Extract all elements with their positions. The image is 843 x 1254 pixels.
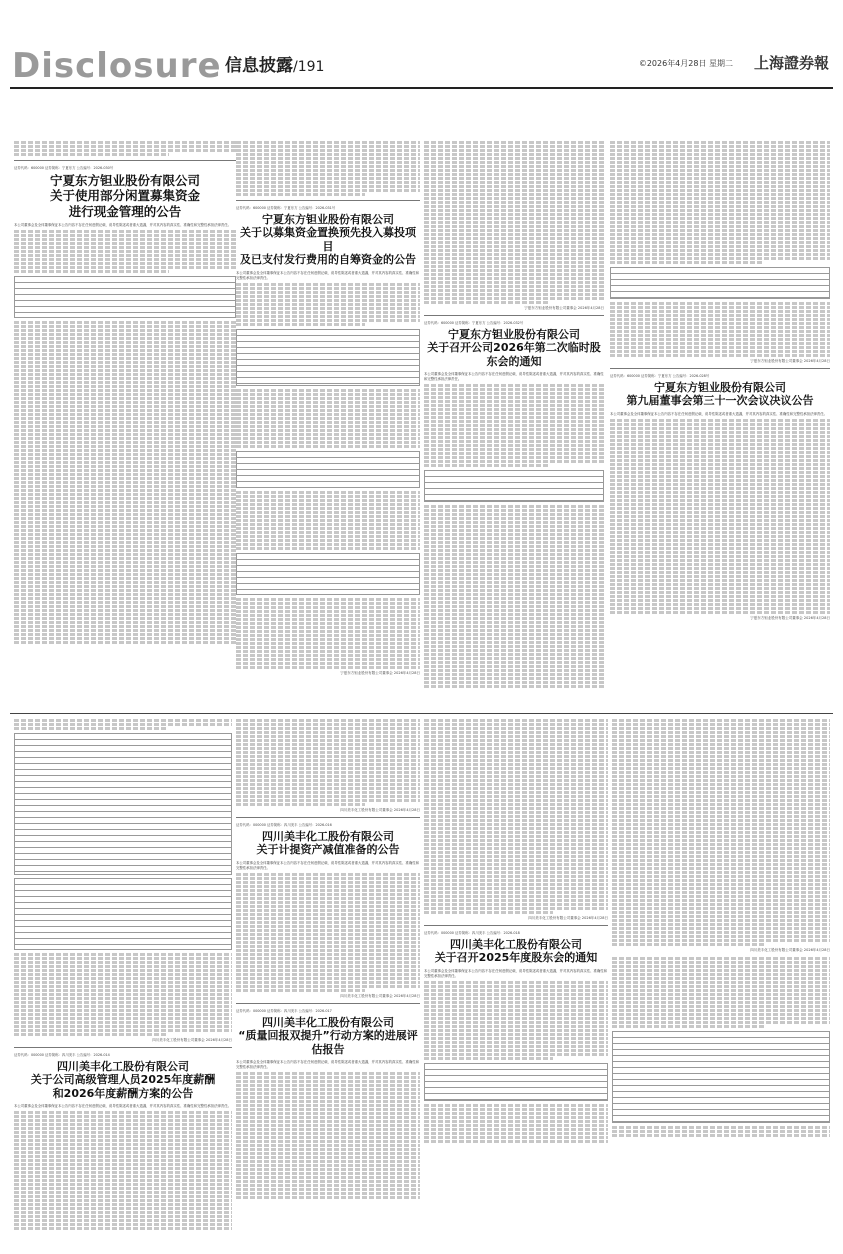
data-table — [14, 276, 236, 318]
notice-title: 宁夏东方钽业股份有限公司 第九届董事会第三十一次会议决议公告 — [626, 381, 814, 408]
notice-title: 四川美丰化工股份有限公司 关于计提资产减值准备的公告 — [256, 830, 400, 857]
notice-declaration: 本公司董事会及全体董事保证本公告内容不存在任何虚假记载、误导性陈述或者重大遗漏，并对其内容的真实性、准确性和完整性承担法律责任。 — [610, 411, 827, 416]
data-table — [236, 451, 420, 488]
notice-title: 宁夏东方钽业股份有限公司 关于以募集资金置换预先投入募投项目 及已支付发行费用的自筹资金的公告 — [240, 213, 416, 267]
notice-declaration: 本公司董事会及全体董事保证本公告内容不存在任何虚假记载、误导性陈述或者重大遗漏，并对其内容的真实性、准确性和完整性承担法律责任。 — [236, 270, 420, 280]
data-table — [424, 1063, 608, 1101]
column-top-4 — [610, 140, 830, 705]
section-title — [225, 51, 324, 76]
data-table — [612, 1031, 830, 1123]
column-bottom-3 — [424, 718, 608, 1248]
notice-declaration: 本公司董事会及全体董事保证本公告内容不存在任何虚假记载、误导性陈述或者重大遗漏，并对其内容的真实性、准确性和完整性承担法律责任。 — [236, 860, 420, 870]
notice-signature: 四川美丰化工股份有限公司董事会 2026年4月28日 — [750, 948, 830, 952]
notice-signature: 宁夏东方钽业股份有限公司董事会 2026年4月28日 — [750, 615, 830, 620]
data-table — [424, 470, 604, 502]
notice-code: 证券代码：000000 证券简称：四川美丰 公告编号：2026-018 — [424, 931, 520, 935]
column-top-1 — [14, 140, 236, 705]
notice-title: 四川美丰化工股份有限公司 关于召开2025年度股东会的通知 — [434, 938, 598, 965]
notice-signature: 四川美丰化工股份有限公司董事会 2026年4月28日 — [340, 808, 420, 812]
data-table — [236, 329, 420, 386]
notice-declaration: 本公司董事会及全体董事保证本公告内容不存在任何虚假记载、误导性陈述或者重大遗漏，并对其内容的真实性、准确性和完整性承担法律责任。 — [14, 222, 231, 227]
data-table — [14, 733, 232, 875]
notice-code: 证券代码：600000 证券简称：宁夏东方 公告编号：2026-028号 — [610, 374, 710, 378]
notice-signature: 四川美丰化工股份有限公司董事会 2026年4月28日 — [340, 993, 420, 998]
notice-title: 宁夏东方钽业股份有限公司 关于使用部分闲置募集资金 进行现金管理的公告 — [49, 173, 200, 219]
newspaper-logo: 上海證券報 — [753, 54, 829, 72]
notice-signature: 宁夏东方钽业股份有限公司董事会 2026年4月28日 — [524, 306, 604, 310]
data-table — [14, 878, 232, 950]
notice-code: 证券代码：600000 证券简称：宁夏东方 公告编号：2026-031号 — [236, 206, 336, 210]
notice-code: 证券代码：600000 证券简称：宁夏东方 公告编号：2026-030号 — [14, 166, 114, 170]
column-bottom-1 — [14, 718, 232, 1248]
notice-declaration: 本公司董事会及全体董事保证本公告内容不存在任何虚假记载、误导性陈述或者重大遗漏，并对其内容的真实性、准确性和完整性承担法律责任。 — [424, 372, 604, 382]
masthead — [0, 0, 843, 88]
column-bottom-4 — [612, 718, 830, 1248]
masthead-rule — [10, 87, 833, 89]
notice-title: 宁夏东方钽业股份有限公司 关于召开公司2026年第二次临时股东会的通知 — [427, 328, 601, 368]
notice-declaration: 本公司董事会及全体董事保证本公告内容不存在任何虚假记载、误导性陈述或者重大遗漏，并对其内容的真实性、准确性和完整性承担法律责任。 — [424, 968, 608, 978]
notice-signature: 宁夏东方钽业股份有限公司董事会 2026年4月28日 — [340, 670, 420, 675]
page-number: /191 — [293, 59, 325, 75]
notice-signature: 四川美丰化工股份有限公司董事会 2026年4月28日 — [528, 916, 608, 920]
column-bottom-2 — [236, 718, 420, 1248]
data-table — [610, 267, 830, 299]
column-top-3 — [424, 140, 604, 705]
notice-title: 四川美丰化工股份有限公司 “质量回报双提升”行动方案的进展评估报告 — [238, 1015, 418, 1056]
notice-signature: 四川美丰化工股份有限公司董事会 2026年4月28日 — [152, 1038, 232, 1042]
page-half-divider — [10, 713, 833, 714]
notice-signature: 宁夏东方钽业股份有限公司董事会 2026年4月28日 — [750, 359, 830, 363]
notice-declaration: 本公司董事会及全体董事保证本公告内容不存在任何虚假记载、误导性陈述或者重大遗漏，并对其内容的真实性、准确性和完整性承担法律责任。 — [236, 1060, 420, 1070]
data-table — [236, 553, 420, 595]
column-top-2 — [236, 140, 420, 705]
issue-date: ©2026年4月28日 星期二 — [638, 59, 733, 68]
notice-code: 证券代码：600000 证券简称：宁夏东方 公告编号：2026-032号 — [424, 321, 524, 325]
notice-code: 证券代码：000000 证券简称：四川美丰 公告编号：2026-014 — [14, 1053, 110, 1057]
notice-declaration: 本公司董事会及全体董事保证本公告内容不存在任何虚假记载、误导性陈述或者重大遗漏，并对其内容的真实性、准确性和完整性承担法律责任。 — [14, 1104, 231, 1109]
brand-wordmark: Disclosure — [12, 46, 222, 86]
notice-title: 四川美丰化工股份有限公司 关于公司高级管理人员2025年度薪酬 和2026年度薪酬方案的公告 — [30, 1060, 216, 1100]
notice-code: 证券代码：000000 证券简称：四川美丰 公告编号：2026-016 — [236, 823, 332, 827]
notice-code: 证券代码：000000 证券简称：四川美丰 公告编号：2026-017 — [236, 1008, 332, 1013]
section-name: 信息披露 — [225, 56, 293, 76]
